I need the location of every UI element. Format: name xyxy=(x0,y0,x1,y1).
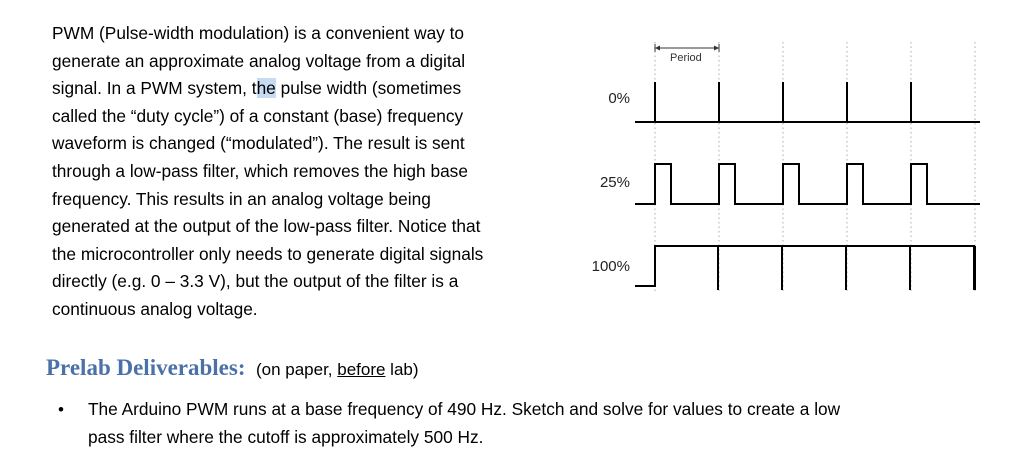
wave-label-0: 0% xyxy=(608,90,630,107)
paragraph-line: the microcontroller only needs to generate digital signals xyxy=(52,243,484,264)
prelab-note-suffix: lab) xyxy=(385,360,419,379)
pwm-diagram xyxy=(580,36,1000,298)
text-selection-highlight: he xyxy=(256,78,276,99)
paragraph-fragment: pulse width (sometimes xyxy=(275,78,462,99)
paragraph-fragment: signal. In a PWM system, t xyxy=(52,78,257,99)
bullet-line: The Arduino PWM runs at a base frequency of 490 Hz. Sketch and solve for values to create a low xyxy=(88,399,841,419)
paragraph-line xyxy=(52,75,572,103)
paragraph-line: directly (e.g. 0 – 3.3 V), but the output of the filter is a xyxy=(52,271,459,292)
prelab-heading xyxy=(46,355,419,381)
bullet-item xyxy=(88,396,988,451)
wave-label-100: 100% xyxy=(591,258,630,275)
paragraph-line: generate an approximate analog voltage from a digital xyxy=(52,50,466,71)
period-label: Period xyxy=(670,52,702,64)
prelab-title: Prelab Deliverables: xyxy=(46,355,246,380)
paragraph-line: through a low-pass filter, which removes the high base xyxy=(52,160,468,181)
prelab-note-emphasis: before xyxy=(337,360,386,379)
paragraph-line: continuous analog voltage. xyxy=(52,298,258,319)
bullet-line: pass filter where the cutoff is approximately 500 Hz. xyxy=(88,426,484,447)
period-arrowhead-right xyxy=(714,46,719,51)
prelab-note xyxy=(256,360,419,379)
paragraph-line: frequency. This results in an analog voltage being xyxy=(52,188,431,209)
bullet-marker: • xyxy=(58,400,64,419)
paragraph-line: called the “duty cycle”) of a constant (base) frequency xyxy=(52,105,464,126)
paragraph-line: PWM (Pulse-width modulation) is a convenient way to xyxy=(52,23,465,43)
prelab-note-prefix: (on paper, xyxy=(255,360,338,379)
pwm-wave-1 xyxy=(635,246,975,290)
paragraph-line: generated at the output of the low-pass filter. Notice that xyxy=(52,216,481,237)
pwm-waveforms xyxy=(580,36,1000,298)
wave-label-25: 25% xyxy=(599,174,630,191)
pwm-wave-0 xyxy=(635,82,980,122)
period-arrowhead-left xyxy=(655,46,660,51)
intro-paragraph xyxy=(52,20,572,324)
paragraph-line: waveform is changed (“modulated”). The result is sent xyxy=(52,133,465,154)
pwm-wave-0.25 xyxy=(635,164,980,204)
